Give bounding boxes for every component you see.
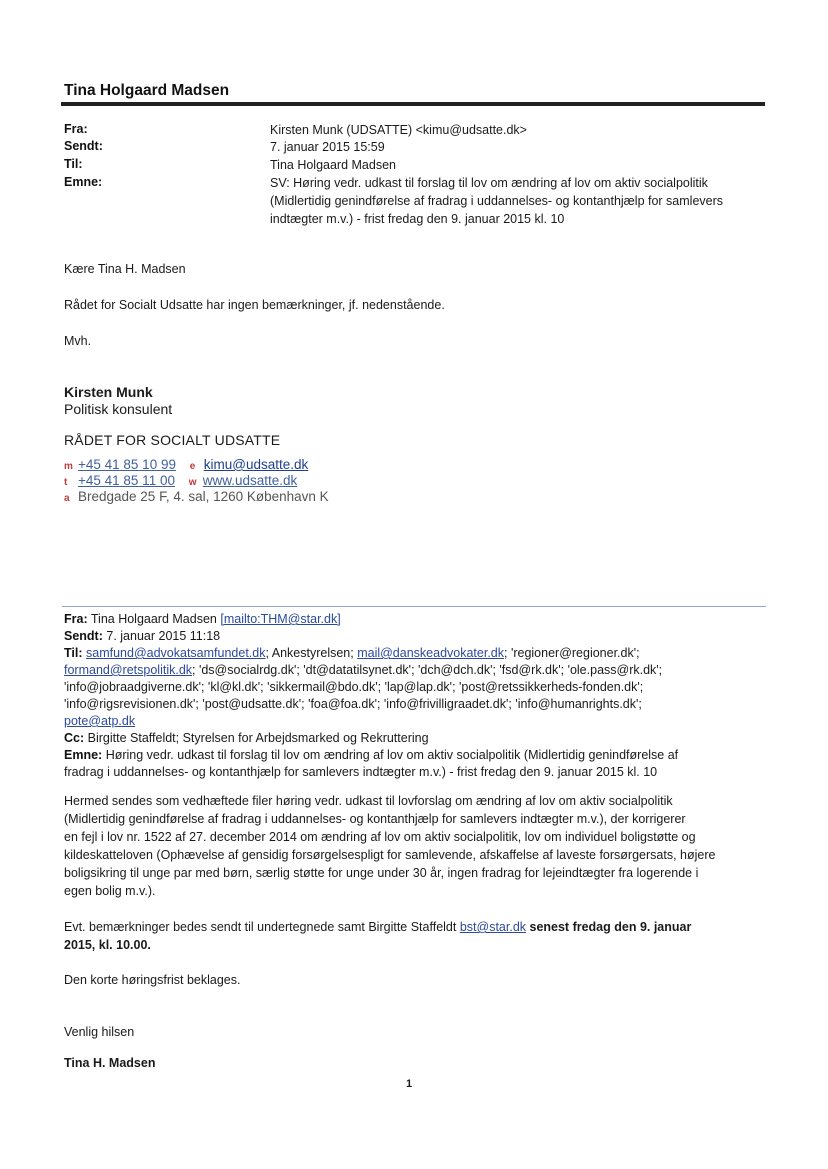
fw-to-text-1: ; Ankestyrelsen; xyxy=(265,646,358,660)
reply-body: Rådet for Socialt Udsatte har ingen bemærkninger, jf. nedenstående. xyxy=(64,298,445,312)
fw-paragraph-3: Den korte høringsfrist beklages. xyxy=(64,973,241,987)
fw-to-text-3: ; 'ds@socialrdg.dk'; 'dt@datatilsynet.dk'; 'dch@dch.dk'; 'fsd@rk.dk'; 'ole.pass@rk.dk'; xyxy=(192,663,663,677)
fw-to-line-1 xyxy=(64,645,640,663)
fw-sent-label: Sendt: xyxy=(64,629,103,643)
signature-org: RÅDET FOR SOCIALT UDSATTE xyxy=(64,432,281,448)
email-link[interactable]: kimu@udsatte.dk xyxy=(203,457,309,472)
fw-paragraph-1 xyxy=(64,792,764,900)
fw-p1-line: en fejl i lov nr. 1522 af 27. december 2014 om ændring af lov om aktiv socialpolitik, lov om individuel boligstøtte og xyxy=(64,830,696,844)
fw-to-line-5 xyxy=(64,713,135,731)
fw-subject-line-1 xyxy=(64,747,678,765)
fw-to-line-4: 'info@rigsrevisionen.dk'; 'post@udsatte.dk'; 'foa@foa.dk'; 'info@frivilligraadet.dk'; 'info@humanrights.dk'; xyxy=(64,697,642,711)
sent-label: Sendt: xyxy=(64,139,103,153)
fw-p2-email-link[interactable]: bst@star.dk xyxy=(459,920,527,934)
closing: Mvh. xyxy=(64,334,92,348)
fw-to-link-1[interactable]: samfund@advokatsamfundet.dk xyxy=(86,646,266,660)
fw-sent-value: 7. januar 2015 11:18 xyxy=(106,629,221,643)
fw-p2-deadline-1: senest fredag den 9. januar xyxy=(526,920,692,934)
signature-title: Politisk konsulent xyxy=(64,401,173,417)
fw-to-link-4[interactable]: pote@atp.dk xyxy=(64,714,136,728)
to-value: Tina Holgaard Madsen xyxy=(270,158,396,172)
contact-row-phone xyxy=(64,473,297,488)
fw-to-text-2: ; 'regioner@regioner.dk'; xyxy=(504,646,640,660)
header-rule xyxy=(61,102,765,106)
address: Bredgade 25 F, 4. sal, 1260 København K xyxy=(78,489,329,504)
sent-value: 7. januar 2015 15:59 xyxy=(270,140,385,154)
subject-label: Emne: xyxy=(64,175,103,189)
fw-from-label: Fra: xyxy=(64,612,88,626)
contact-row-mobile xyxy=(64,457,308,472)
fw-cc-label: Cc: xyxy=(64,731,85,745)
fw-paragraph-2 xyxy=(64,918,764,954)
subject-line-1: SV: Høring vedr. udkast til forslag til lov om ændring af lov om aktiv socialpolitik xyxy=(270,176,708,190)
fw-subject-label: Emne: xyxy=(64,748,103,762)
fw-p1-line: (Midlertidig genindførelse af fradrag i uddannelses- og kontanthjælp for samlevers indtægter m.v.), der korrigerer xyxy=(64,812,686,826)
fw-p2-deadline-2: 2015, kl. 10.00. xyxy=(64,938,151,952)
fw-sender-name: Tina H. Madsen xyxy=(64,1056,156,1070)
phone-tag: t xyxy=(64,477,68,488)
to-label: Til: xyxy=(64,157,83,171)
fw-to-line-2 xyxy=(64,662,662,680)
fw-cc-line xyxy=(64,730,429,748)
fw-to-label: Til: xyxy=(64,646,83,660)
mobile-link[interactable]: +45 41 85 10 99 xyxy=(78,457,176,472)
forward-separator xyxy=(62,606,766,607)
fw-to-line-3: 'info@jobraadgiverne.dk'; 'kl@kl.dk'; 'sikkermail@bdo.dk'; 'lap@lap.dk'; 'post@retssikkerheds-fonden.dk'; xyxy=(64,680,644,694)
fw-p1-line: boligsikring til unge par med børn, særlig støtte for unge under 30 år, ingen fradrag for lejeindtægter fra logerende i xyxy=(64,866,699,880)
web-tag: w xyxy=(188,477,197,488)
contact-row-address xyxy=(64,489,329,504)
phone-link[interactable]: +45 41 85 11 00 xyxy=(78,473,175,488)
fw-from-mailto[interactable]: [mailto:THM@star.dk] xyxy=(220,612,341,626)
signature-name: Kirsten Munk xyxy=(64,384,153,400)
from-label: Fra: xyxy=(64,122,88,136)
mobile-tag: m xyxy=(64,461,73,472)
email-tag: e xyxy=(189,461,196,472)
fw-p1-line: kildeskatteloven (Ophævelse af gensidig forsørgelsespligt for samlevende, afskaffelse af laveste forsørgersats, højere xyxy=(64,848,716,862)
mailbox-owner-name: Tina Holgaard Madsen xyxy=(64,82,230,99)
fw-p1-line: Hermed sendes som vedhæftede filer høring vedr. udkast til lovforslag om ændring af lov om aktiv socialpolitik xyxy=(64,794,673,808)
fw-from-name: Tina Holgaard Madsen xyxy=(90,612,217,626)
page-number: 1 xyxy=(406,1078,413,1090)
fw-from-line xyxy=(64,611,341,629)
fw-to-link-3[interactable]: formand@retspolitik.dk xyxy=(64,663,193,677)
fw-regards: Venlig hilsen xyxy=(64,1025,135,1039)
subject-line-3: indtægter m.v.) - frist fredag den 9. januar 2015 kl. 10 xyxy=(270,212,565,226)
fw-p2-text: Evt. bemærkninger bedes sendt til undertegnede samt Birgitte Staffeldt xyxy=(64,920,460,934)
subject-line-2: (Midlertidig genindførelse af fradrag i uddannelses- og kontanthjælp for samlevers xyxy=(270,194,724,208)
greeting: Kære Tina H. Madsen xyxy=(64,262,186,276)
web-link[interactable]: www.udsatte.dk xyxy=(202,473,298,488)
fw-sent-line xyxy=(64,628,220,646)
fw-p1-line: egen bolig m.v.). xyxy=(64,884,156,898)
fw-to-link-2[interactable]: mail@danskeadvokater.dk xyxy=(357,646,504,660)
fw-subject-text-1: Høring vedr. udkast til forslag til lov om ændring af lov om aktiv socialpolitik (Midlertidig genindførelse af xyxy=(105,748,679,762)
address-tag: a xyxy=(64,493,70,504)
fw-subject-line-2: fradrag i uddannelses- og kontanthjælp for samlevers indtægter m.v.) - frist fredag den 9. januar 2015 kl. 10 xyxy=(64,765,658,779)
fw-cc-value: Birgitte Staffeldt; Styrelsen for Arbejdsmarked og Rekruttering xyxy=(87,731,429,745)
from-value: Kirsten Munk (UDSATTE) <kimu@udsatte.dk> xyxy=(270,123,527,137)
